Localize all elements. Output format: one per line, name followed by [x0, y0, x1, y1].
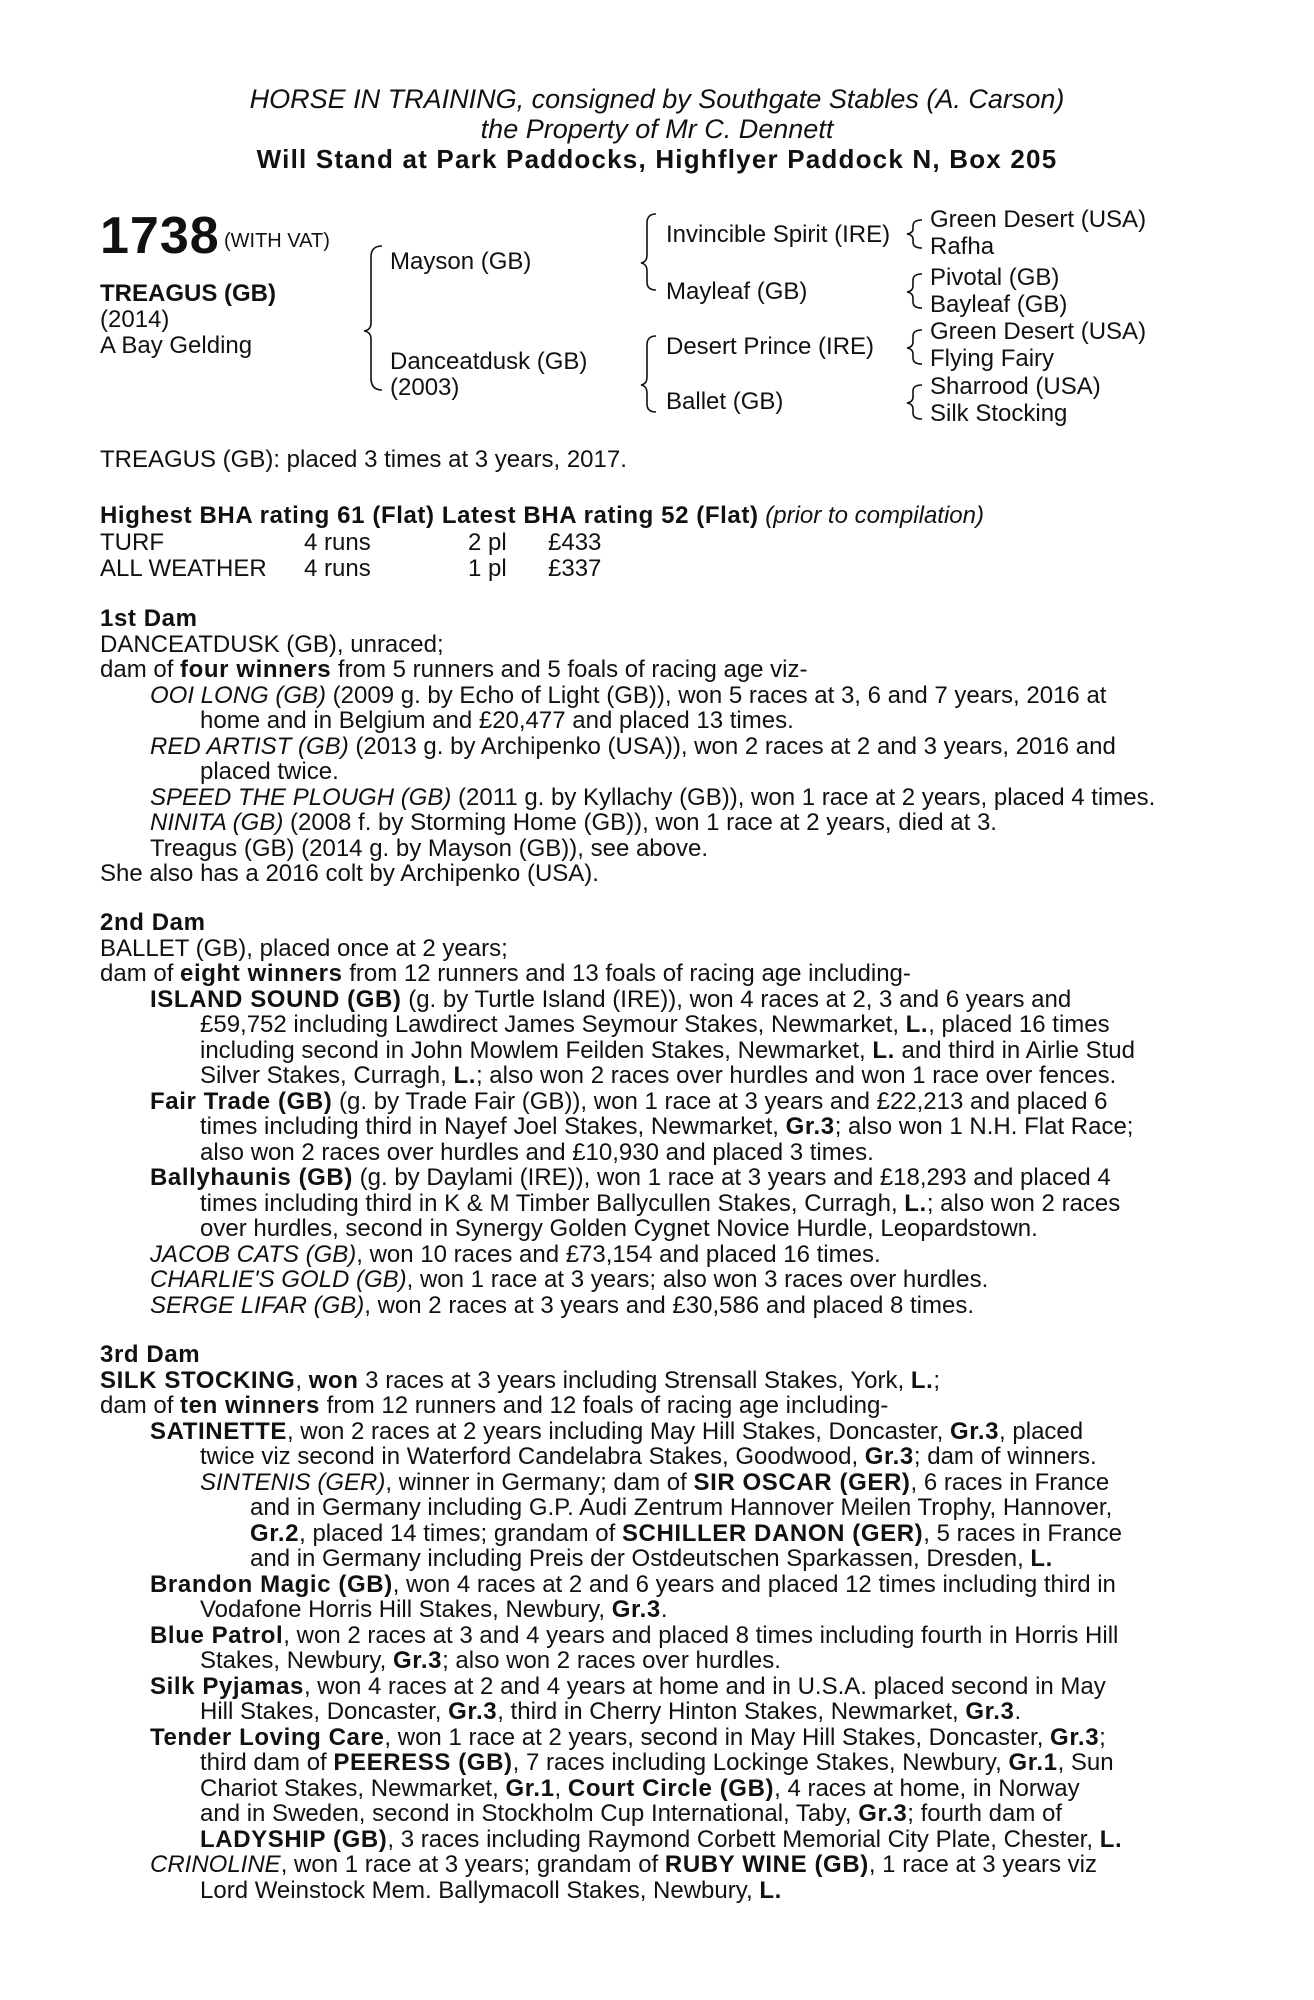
dam-sire: Desert Prince (IRE) — [666, 333, 875, 360]
text: , won 2 races at 3 and 4 years and placed 8 times including fourth in Horris Hill — [283, 1621, 1119, 1649]
text: and in Sweden, second in Stockholm Cup International, Taby, — [200, 1800, 859, 1827]
text: , won 4 races at 2 and 4 years at home and in U.S.A. placed second in May — [303, 1672, 1106, 1700]
text: , won 1 race at 2 years, second in May Hill Stakes, Doncaster, — [384, 1723, 1051, 1751]
vat-note: (WITH VAT) — [224, 230, 330, 252]
text: and in Germany including Preis der Ostdeutschen Sparkassen, Dresden, — [250, 1545, 1031, 1572]
progeny-cont: placed twice. — [200, 758, 339, 785]
progeny-cont — [100, 1699, 1210, 1725]
text: , won 10 races and £73,154 and placed 16 times. — [356, 1240, 881, 1268]
horse-year: (2014) — [100, 306, 170, 333]
text: third dam of — [200, 1749, 334, 1776]
progeny-name: SIR OSCAR (GER) — [693, 1468, 911, 1496]
progeny-cont: home and in Belgium and £20,477 and placed 13 times. — [200, 707, 794, 734]
sire: Mayson (GB) — [390, 248, 532, 275]
progeny-cont — [100, 1648, 1210, 1674]
grade: L. — [910, 1366, 934, 1394]
text: , won 1 race at 3 years; grandam of — [280, 1851, 665, 1878]
progeny-name: Tender Loving Care — [150, 1723, 385, 1751]
text: (2013 g. by Archipenko (USA)), won 2 races at 2 and 3 years, 2016 and — [348, 732, 1116, 760]
progeny-entry — [100, 1242, 1210, 1268]
record-aw-runs: 4 runs — [304, 555, 371, 582]
ancestor-3: Pivotal (GB) — [930, 264, 1060, 291]
winners-count: four winners — [180, 656, 332, 683]
ancestor-2: Rafha — [930, 233, 995, 260]
winners-count: eight winners — [180, 960, 343, 987]
progeny-cont — [100, 1063, 1210, 1089]
text: Hill Stakes, Doncaster, — [200, 1698, 449, 1725]
grade: Gr.3 — [448, 1698, 498, 1725]
progeny-cont — [100, 1750, 1210, 1776]
text: from 12 runners and 13 foals of racing age including- — [342, 960, 911, 987]
progeny-cont — [100, 1114, 1210, 1140]
ancestor-8: Silk Stocking — [930, 400, 1068, 427]
text: £59,752 including Lawdirect James Seymour Stakes, Newmarket, — [200, 1011, 906, 1038]
lot-number: 1738 — [100, 207, 220, 265]
progeny-entry — [100, 1267, 1210, 1293]
progeny-entry — [100, 1419, 1210, 1445]
text: dam of — [100, 1392, 181, 1419]
progeny-entry — [100, 1470, 1210, 1496]
horse-description: A Bay Gelding — [100, 332, 253, 359]
grade: L. — [872, 1036, 895, 1064]
text: . — [660, 1596, 668, 1623]
ancestor-1: Green Desert (USA) — [930, 206, 1147, 233]
grade: L. — [1099, 1825, 1123, 1853]
progeny-name: SINTENIS (GER) — [200, 1468, 386, 1496]
record-turf-placed: 2 pl — [468, 529, 507, 556]
text: , won 2 races at 3 years and £30,586 and placed 8 times. — [364, 1291, 974, 1319]
text: times including third in Nayef Joel Stakes, Newmarket, — [200, 1113, 786, 1140]
record-turf-runs: 4 runs — [304, 529, 371, 556]
progeny-name: OOI LONG (GB) — [150, 681, 327, 709]
dam-line — [100, 1368, 1210, 1394]
progeny-name: SPEED THE PLOUGH (GB) — [150, 783, 452, 811]
text: , 1 race at 3 years viz — [868, 1851, 1097, 1878]
progeny-entry — [100, 785, 1210, 811]
text: , third in Cherry Hinton Stakes, Newmarket, — [497, 1698, 966, 1725]
progeny-cont — [100, 1546, 1210, 1572]
text: twice viz second in Waterford Candelabra Stakes, Goodwood, — [200, 1443, 865, 1470]
progeny-cont — [100, 1012, 1210, 1038]
progeny-name: SATINETTE — [150, 1417, 287, 1445]
grade: Gr.1 — [1008, 1749, 1058, 1776]
progeny-name: Court Circle (GB) — [567, 1774, 775, 1802]
grade: Gr.3 — [864, 1443, 914, 1470]
text: (g. by Turtle Island (IRE)), won 4 races at 2, 3 and 6 years and — [401, 985, 1072, 1013]
text: dam of — [100, 656, 181, 683]
text: , Sun — [1057, 1749, 1114, 1776]
ancestor-5: Green Desert (USA) — [930, 318, 1147, 345]
owner-line: the Property of Mr C. Dennett — [480, 114, 834, 144]
text: ; also won 2 races — [926, 1189, 1121, 1217]
grade: Gr.3 — [785, 1113, 835, 1140]
text: ; — [933, 1366, 941, 1394]
race-summary: TREAGUS (GB): placed 3 times at 3 years, 2017. — [100, 446, 627, 473]
progeny-cont — [100, 1827, 1210, 1853]
text: , placed — [999, 1417, 1084, 1445]
progeny-name: PEERESS (GB) — [333, 1749, 513, 1776]
text: Chariot Stakes, Newmarket, — [200, 1774, 506, 1802]
text: , — [295, 1366, 309, 1394]
dam-line: BALLET (GB), placed once at 2 years; — [100, 934, 508, 962]
progeny-cont — [100, 1597, 1210, 1623]
progeny-cont — [100, 1444, 1210, 1470]
foal-note: She also has a 2016 colt by Archipenko (USA). — [100, 860, 599, 887]
text: , won 4 races at 2 and 6 years and placed 12 times including third in — [392, 1570, 1116, 1598]
text: dam of — [100, 960, 181, 987]
text: (2011 g. by Kyllachy (GB)), won 1 race at 2 years, placed 4 times. — [451, 783, 1156, 811]
text: from 12 runners and 12 foals of racing age including- — [320, 1392, 889, 1419]
progeny-cont: and in Germany including G.P. Audi Zentrum Hannover Meilen Trophy, Hannover, — [250, 1494, 1113, 1521]
text: (2009 g. by Echo of Light (GB)), won 5 races at 3, 6 and 7 years, 2016 at — [326, 681, 1107, 709]
progeny-name: NINITA (GB) — [150, 809, 284, 836]
grade: L. — [904, 1189, 927, 1217]
progeny-name: ISLAND SOUND (GB) — [150, 985, 402, 1013]
text: , 7 races including Lockinge Stakes, Newbury, — [512, 1749, 1009, 1776]
grade: L. — [905, 1011, 929, 1038]
text: . — [1014, 1698, 1022, 1725]
location-line: Will Stand at Park Paddocks, Highflyer Paddock N, Box 205 — [256, 144, 1058, 174]
progeny-name: SCHILLER DANON (GER) — [621, 1519, 924, 1547]
produce-line — [100, 1393, 1210, 1419]
progeny-name: JACOB CATS (GB) — [150, 1240, 357, 1268]
text: from 5 runners and 5 foals of racing age viz- — [331, 656, 808, 683]
text: Vodafone Horris Hill Stakes, Newbury, — [200, 1596, 612, 1623]
grade: Gr.3 — [949, 1417, 1000, 1445]
grade: L. — [453, 1062, 476, 1089]
text: ; also won 2 races over hurdles and won 1 race over fences. — [475, 1062, 1117, 1089]
grade: Gr.1 — [505, 1774, 555, 1802]
section-title: 1st Dam — [100, 605, 198, 632]
progeny-entry — [100, 1293, 1210, 1319]
progeny-cont — [100, 1521, 1210, 1547]
text: 3 races at 3 years including Strensall Stakes, York, — [358, 1366, 911, 1394]
text: ; also won 2 races over hurdles. — [442, 1647, 781, 1674]
text: , won 2 races at 2 years including May Hill Stakes, Doncaster, — [286, 1417, 950, 1445]
ancestor-6: Flying Fairy — [930, 345, 1055, 372]
grade: Gr.3 — [1050, 1723, 1100, 1751]
text: and third in Airlie Stud — [894, 1036, 1135, 1064]
text: won — [308, 1366, 359, 1394]
grade: L. — [1030, 1545, 1053, 1572]
text: (g. by Daylami (IRE)), won 1 race at 3 years and £18,293 and placed 4 — [352, 1164, 1111, 1191]
dam-dam: Ballet (GB) — [666, 388, 784, 415]
text: Silver Stakes, Curragh, — [200, 1062, 454, 1089]
text: , — [554, 1774, 568, 1802]
record-turf-prize: £433 — [548, 529, 602, 556]
first-dam-section — [100, 606, 1210, 887]
horse-name: TREAGUS (GB) — [100, 280, 276, 307]
progeny-entry — [100, 987, 1210, 1013]
section-title: 3rd Dam — [100, 1341, 201, 1368]
grade: Gr.3 — [392, 1647, 443, 1674]
produce-line — [100, 657, 1210, 683]
grade: Gr.2 — [250, 1519, 300, 1547]
progeny-entry — [100, 1674, 1210, 1700]
text: , 6 races in France — [910, 1468, 1110, 1496]
text: , 4 races at home, in Norway — [774, 1774, 1080, 1802]
progeny-cont — [100, 1191, 1210, 1217]
dam: Danceatdusk (GB) — [390, 348, 588, 375]
text: , won 1 race at 3 years; also won 3 races over hurdles. — [406, 1266, 989, 1293]
progeny-entry — [100, 1623, 1210, 1649]
text: , placed 14 times; grandam of — [299, 1519, 622, 1547]
ancestor-4: Bayleaf (GB) — [930, 291, 1068, 318]
text: , placed 16 times — [928, 1011, 1110, 1038]
record-turf-surface: TURF — [100, 529, 164, 556]
progeny-name: Brandon Magic (GB) — [150, 1570, 393, 1598]
progeny-name: RED ARTIST (GB) — [150, 732, 349, 760]
ratings-note: (prior to compilation) — [765, 502, 984, 529]
progeny-cont — [100, 1776, 1210, 1802]
dam-year: (2003) — [390, 374, 460, 401]
grade: L. — [759, 1876, 782, 1904]
progeny-cont — [100, 1801, 1210, 1827]
text: , 5 races in France — [923, 1519, 1123, 1547]
section-title: 2nd Dam — [100, 909, 206, 936]
progeny-entry — [100, 1725, 1210, 1751]
progeny-entry — [100, 734, 1210, 760]
text: (g. by Trade Fair (GB)), won 1 race at 3 years and £22,213 and placed 6 — [332, 1087, 1108, 1115]
consignor-line: HORSE IN TRAINING, consigned by Southgate Stables (A. Carson) — [249, 84, 1065, 114]
sire-dam: Mayleaf (GB) — [666, 278, 808, 305]
progeny-name: LADYSHIP (GB) — [200, 1825, 388, 1853]
progeny-name: Silk Pyjamas — [150, 1672, 304, 1700]
record-aw-placed: 1 pl — [468, 555, 507, 582]
progeny-entry — [100, 810, 1210, 836]
dam-name: SILK STOCKING — [100, 1366, 296, 1394]
grade: Gr.3 — [858, 1800, 908, 1827]
progeny-name: RUBY WINE (GB) — [664, 1851, 869, 1878]
text: including second in John Mowlem Feilden Stakes, Newmarket, — [200, 1036, 873, 1064]
text: ; also won 1 N.H. Flat Race; — [834, 1113, 1134, 1140]
progeny-name: Fair Trade (GB) — [150, 1087, 333, 1115]
text: (2008 f. by Storming Home (GB)), won 1 race at 2 years, died at 3. — [283, 809, 997, 836]
dam-line: DANCEATDUSK (GB), unraced; — [100, 630, 444, 658]
progeny-name: Blue Patrol — [150, 1621, 284, 1649]
record-aw-prize: £337 — [548, 555, 602, 582]
progeny-name: SERGE LIFAR (GB) — [150, 1291, 365, 1319]
ratings-line — [100, 502, 984, 530]
record-aw-surface: ALL WEATHER — [100, 555, 267, 582]
sire-sire: Invincible Spirit (IRE) — [666, 221, 891, 248]
progeny-cont: over hurdles, second in Synergy Golden Cygnet Novice Hurdle, Leopardstown. — [200, 1215, 1038, 1242]
text: , winner in Germany; dam of — [385, 1468, 694, 1496]
progeny-name: CRINOLINE — [150, 1851, 281, 1878]
progeny-cont — [100, 1038, 1210, 1064]
text: ; — [1099, 1723, 1106, 1751]
progeny-name: CHARLIE'S GOLD (GB) — [150, 1266, 407, 1293]
progeny-cont: also won 2 races over hurdles and £10,930 and placed 3 times. — [200, 1138, 874, 1166]
grade: Gr.3 — [965, 1698, 1015, 1725]
progeny-entry — [100, 1852, 1210, 1878]
ancestor-7: Sharrood (USA) — [930, 373, 1101, 400]
progeny-entry — [100, 683, 1210, 709]
progeny-name: Ballyhaunis (GB) — [150, 1164, 353, 1191]
text: Stakes, Newbury, — [200, 1647, 393, 1674]
text: , 3 races including Raymond Corbett Memorial City Plate, Chester, — [387, 1825, 1100, 1853]
grade: Gr.3 — [611, 1596, 661, 1623]
ratings-bold: Highest BHA rating 61 (Flat) Latest BHA rating 52 (Flat) — [100, 502, 759, 529]
progeny-entry: Treagus (GB) (2014 g. by Mayson (GB)), see above. — [150, 834, 709, 862]
progeny-cont — [100, 1878, 1210, 1904]
second-dam-section — [100, 910, 1210, 1318]
progeny-entry — [100, 1165, 1210, 1191]
text: times including third in K & M Timber Ballycullen Stakes, Curragh, — [200, 1189, 905, 1217]
progeny-entry — [100, 1572, 1210, 1598]
text: ; fourth dam of — [907, 1800, 1063, 1827]
third-dam-section — [100, 1342, 1210, 1903]
winners-count: ten winners — [180, 1392, 321, 1419]
progeny-entry — [100, 1089, 1210, 1115]
text: Lord Weinstock Mem. Ballymacoll Stakes, Newbury, — [200, 1876, 760, 1904]
text: ; dam of winners. — [913, 1443, 1097, 1470]
produce-line — [100, 961, 1210, 987]
